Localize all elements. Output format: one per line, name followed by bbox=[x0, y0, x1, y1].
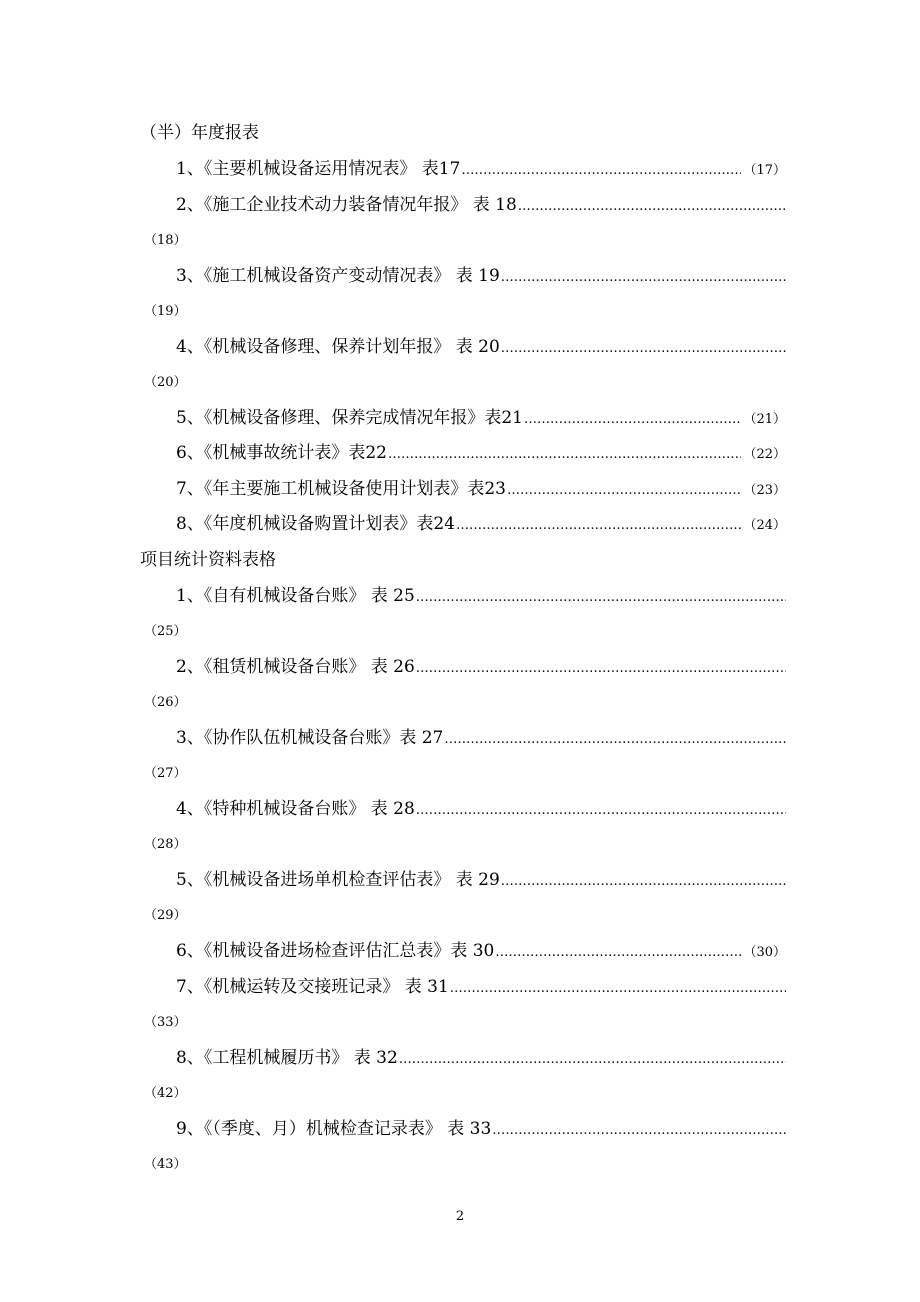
toc-entry-page: （21） bbox=[743, 412, 786, 427]
toc-entry-title: 2、《施工企业技术动力装备情况年报》 表 18 bbox=[176, 195, 517, 215]
toc-entry-title: 1、《自有机械设备台账》 表 25 bbox=[176, 586, 415, 606]
toc-entry[interactable] bbox=[176, 266, 786, 288]
toc-leader-dots bbox=[501, 339, 786, 359]
toc-entry[interactable] bbox=[176, 941, 786, 963]
toc-entry-title: 2、《租赁机械设备台账》 表 26 bbox=[176, 657, 415, 677]
toc-entry[interactable] bbox=[176, 195, 786, 217]
toc-entry-title: 1、《主要机械设备运用情况表》 表17 bbox=[176, 159, 461, 179]
toc-entry-title: 4、《机械设备修理、保养计划年报》 表 20 bbox=[176, 337, 500, 357]
toc-entry-title: 5、《机械设备修理、保养完成情况年报》表21 bbox=[176, 408, 523, 428]
toc-entry[interactable] bbox=[176, 657, 786, 679]
toc-entry-page: （23） bbox=[743, 483, 786, 498]
toc-entry-title: 7、《机械运转及交接班记录》 表 31 bbox=[176, 977, 449, 997]
toc-entry-page: （43） bbox=[144, 1157, 187, 1172]
toc-entry-page: （28） bbox=[144, 837, 187, 852]
toc-entry[interactable] bbox=[176, 514, 786, 536]
toc-entry[interactable] bbox=[176, 443, 786, 465]
toc-entry-title: 8、《工程机械履历书》 表 32 bbox=[176, 1048, 398, 1068]
toc-entry[interactable] bbox=[176, 1119, 786, 1141]
toc-leader-dots bbox=[416, 801, 786, 821]
toc-entry[interactable] bbox=[176, 159, 786, 181]
toc-entry-page: （25） bbox=[144, 624, 187, 639]
toc-leader-dots bbox=[507, 481, 742, 501]
toc-entry-title: 6、《机械设备进场检查评估汇总表》表 30 bbox=[176, 941, 495, 961]
toc-leader-dots bbox=[518, 197, 786, 217]
toc-entry[interactable] bbox=[176, 870, 786, 892]
toc-leader-dots bbox=[495, 943, 741, 963]
toc-entry-title: 3、《协作队伍机械设备台账》表 27 bbox=[176, 728, 444, 748]
toc-entry-title: 9、《（季度、月）机械检查记录表》 表 33 bbox=[176, 1119, 492, 1139]
toc-entry-page: （33） bbox=[144, 1015, 187, 1030]
toc-entry-page: （29） bbox=[144, 908, 187, 923]
toc-entry[interactable] bbox=[176, 586, 786, 608]
toc-entry-title: 5、《机械设备进场单机检查评估表》 表 29 bbox=[176, 870, 500, 890]
toc-entry-title: 7、《年主要施工机械设备使用计划表》表23 bbox=[176, 479, 506, 499]
toc-entry-title: 8、《年度机械设备购置计划表》表24 bbox=[176, 514, 455, 534]
section-heading-annual-reports: （半）年度报表 bbox=[140, 123, 259, 143]
toc-entry[interactable] bbox=[176, 977, 786, 999]
toc-leader-dots bbox=[524, 410, 742, 430]
toc-leader-dots bbox=[444, 730, 786, 750]
toc-leader-dots bbox=[416, 659, 786, 679]
toc-leader-dots bbox=[416, 588, 786, 608]
toc-entry-page: （26） bbox=[144, 695, 187, 710]
toc-entry-title: 6、《机械事故统计表》表22 bbox=[176, 443, 387, 463]
toc-leader-dots bbox=[501, 268, 786, 288]
toc-leader-dots bbox=[492, 1121, 786, 1141]
toc-entry[interactable] bbox=[176, 408, 786, 430]
page-number: 2 bbox=[455, 1209, 465, 1224]
toc-entry[interactable] bbox=[176, 799, 786, 821]
toc-entry-page: （17） bbox=[743, 163, 786, 178]
toc-entry-title: 3、《施工机械设备资产变动情况表》 表 19 bbox=[176, 266, 500, 286]
toc-entry-page: （20） bbox=[144, 375, 187, 390]
toc-leader-dots bbox=[388, 445, 742, 465]
toc-leader-dots bbox=[501, 872, 786, 892]
toc-leader-dots bbox=[450, 979, 786, 999]
toc-entry[interactable] bbox=[176, 1048, 786, 1070]
toc-entry-page: （30） bbox=[743, 945, 786, 960]
toc-entry-page: （19） bbox=[144, 304, 187, 319]
toc-entry-page: （18） bbox=[144, 233, 187, 248]
toc-entry-page: （24） bbox=[743, 518, 786, 533]
toc-entry-page: （42） bbox=[144, 1086, 187, 1101]
toc-entry[interactable] bbox=[176, 337, 786, 359]
section-heading-project-statistics: 项目统计资料表格 bbox=[140, 550, 276, 570]
toc-leader-dots bbox=[399, 1050, 786, 1070]
toc-entry[interactable] bbox=[176, 479, 786, 501]
toc-entry[interactable] bbox=[176, 728, 786, 750]
toc-entry-title: 4、《特种机械设备台账》 表 28 bbox=[176, 799, 415, 819]
toc-leader-dots bbox=[456, 516, 742, 536]
toc-leader-dots bbox=[461, 161, 741, 181]
toc-entry-page: （22） bbox=[743, 447, 786, 462]
toc-entry-page: （27） bbox=[144, 766, 187, 781]
